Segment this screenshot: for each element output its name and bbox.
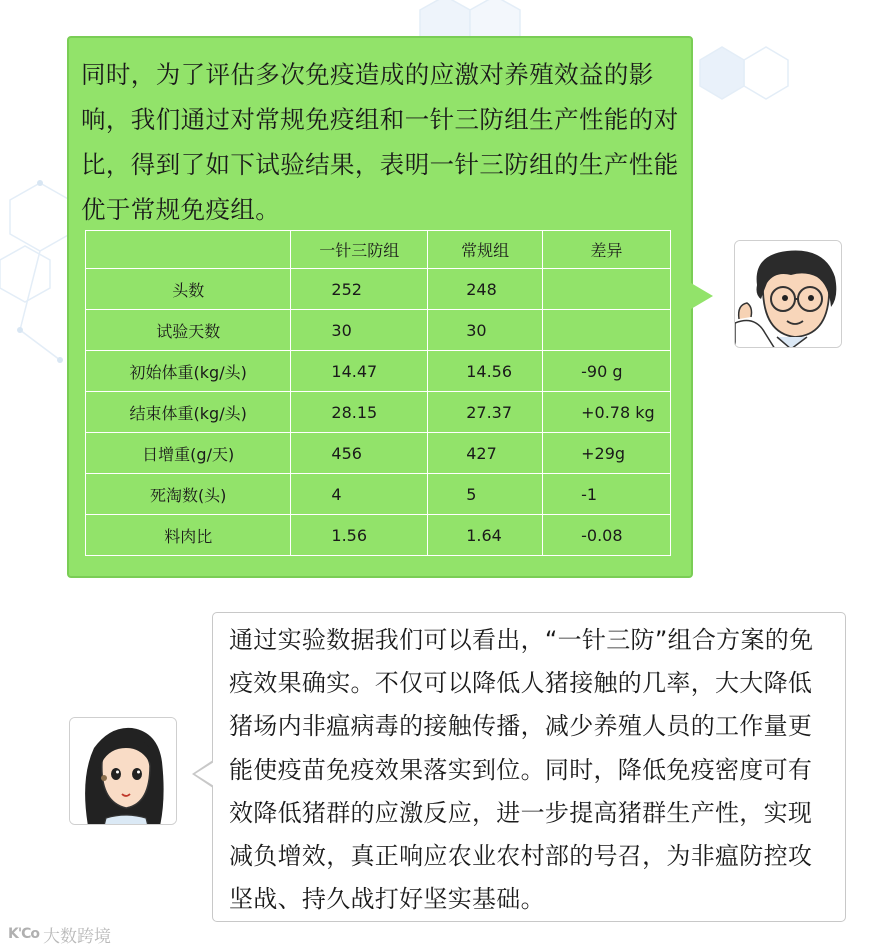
watermark-logo: K'Co xyxy=(8,926,40,942)
row-label: 试验天数 xyxy=(86,310,291,351)
table-row xyxy=(86,392,671,433)
table-cell: -90 g xyxy=(543,351,671,392)
row-label: 料肉比 xyxy=(86,515,291,556)
row-label: 日增重(g/天) xyxy=(86,433,291,474)
table-cell: 30 xyxy=(428,310,543,351)
table-header-cell: 常规组 xyxy=(428,231,543,269)
table-cell: +0.78 kg xyxy=(543,392,671,433)
table-cell: 14.56 xyxy=(428,351,543,392)
table-cell: 1.64 xyxy=(428,515,543,556)
table-cell: 5 xyxy=(428,474,543,515)
table-row xyxy=(86,351,671,392)
table-cell: 456 xyxy=(291,433,428,474)
table-row xyxy=(86,515,671,556)
table-cell: 252 xyxy=(291,269,428,310)
conclusion-paragraph: 通过实验数据我们可以看出，“一针三防”组合方案的免疫效果确实。不仅可以降低人猪接触的几率，大大降低猪场内非瘟病毒的接触传播，减少养殖人员的工作量更能使疫苗免疫效果落实到位。同时，降低免疫密度可有效降低猪群的应激反应，进一步提高猪群生产性，实现减负增效，真正响应农业农村部的号召，为非瘟防控攻坚战、持久战打好坚实基础。 xyxy=(229,626,814,914)
row-label: 结束体重(kg/头) xyxy=(86,392,291,433)
table-cell: -1 xyxy=(543,474,671,515)
trial-results-table xyxy=(85,230,671,556)
table-cell: 427 xyxy=(428,433,543,474)
table-cell xyxy=(543,310,671,351)
doctor-cartoon-icon xyxy=(735,241,842,348)
bubble-tail-fill xyxy=(195,762,214,786)
watermark-text: 大数跨境 xyxy=(43,926,112,947)
table-header-cell xyxy=(86,231,291,269)
table-cell: 248 xyxy=(428,269,543,310)
girl-avatar xyxy=(69,717,177,825)
table-cell: 27.37 xyxy=(428,392,543,433)
table-row xyxy=(86,474,671,515)
table-header-cell: 差异 xyxy=(543,231,671,269)
row-label: 头数 xyxy=(86,269,291,310)
table-header-row xyxy=(86,231,671,269)
table-cell: 1.56 xyxy=(291,515,428,556)
watermark xyxy=(8,922,111,946)
intro-speech-bubble xyxy=(67,36,693,578)
table-cell: -0.08 xyxy=(543,515,671,556)
table-cell: 28.15 xyxy=(291,392,428,433)
table-row xyxy=(86,433,671,474)
table-header-cell: 一针三防组 xyxy=(291,231,428,269)
table-cell: 4 xyxy=(291,474,428,515)
row-label: 死淘数(头) xyxy=(86,474,291,515)
bubble-tail xyxy=(691,283,713,309)
table-cell: 30 xyxy=(291,310,428,351)
intro-paragraph: 同时，为了评估多次免疫造成的应激对养殖效益的影响，我们通过对常规免疫组和一针三防组生产性能的对比，得到了如下试验结果，表明一针三防组的生产性能优于常规免疫组。 xyxy=(81,60,679,224)
conclusion-speech-bubble xyxy=(212,612,846,922)
table-cell xyxy=(543,269,671,310)
doctor-avatar xyxy=(734,240,842,348)
table-cell: +29g xyxy=(543,433,671,474)
table-row xyxy=(86,269,671,310)
girl-cartoon-icon xyxy=(70,718,177,825)
table-row xyxy=(86,310,671,351)
row-label: 初始体重(kg/头) xyxy=(86,351,291,392)
table-cell: 14.47 xyxy=(291,351,428,392)
